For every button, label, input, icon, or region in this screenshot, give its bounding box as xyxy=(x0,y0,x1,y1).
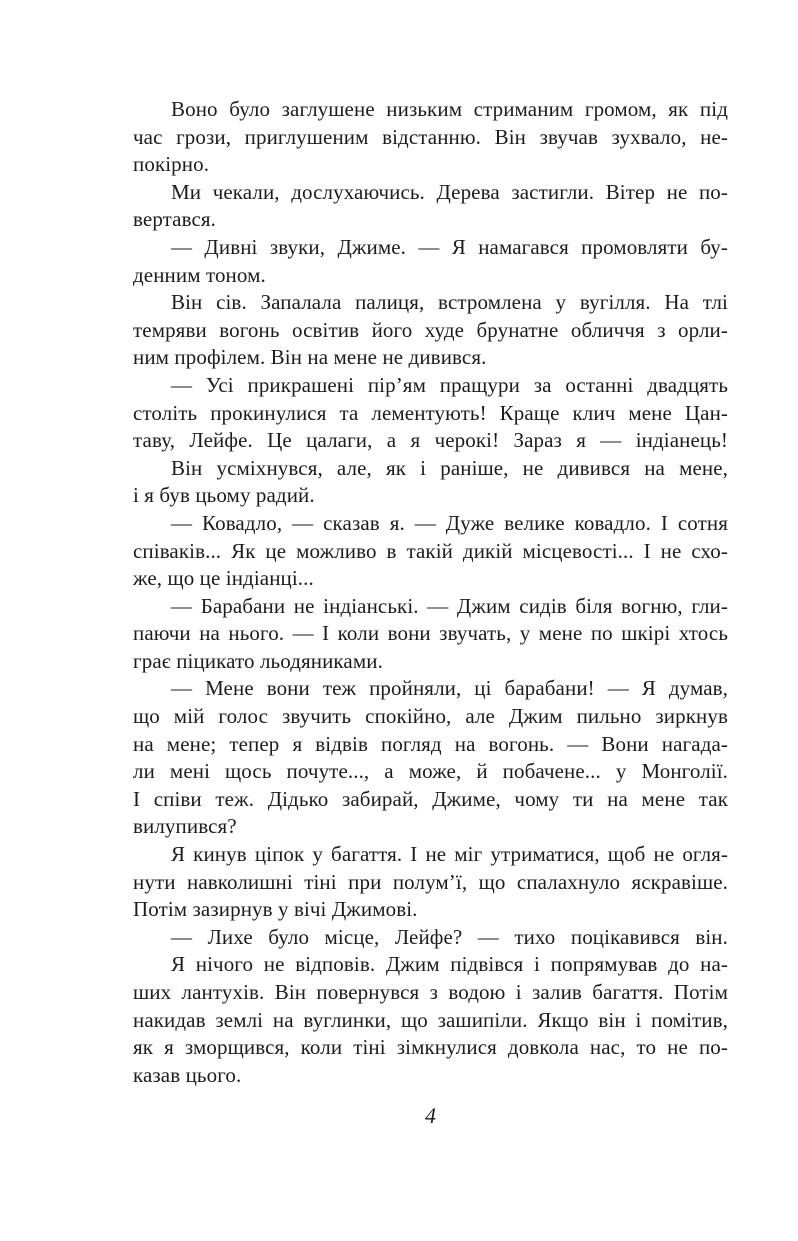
text-line: темряви вогонь освітив його худе брунатне обличчя з орли- xyxy=(133,317,728,342)
text-line: що мій голос звучить спокійно, але Джим пильно зиркнув xyxy=(133,704,728,729)
text-line: ших лантухів. Він повернувся з водою і залив багаття. Потім xyxy=(133,980,728,1004)
text-line: паючи на нього. — І коли вони звучать, у мене по шкірі хтось xyxy=(133,621,728,646)
paragraph xyxy=(133,96,728,179)
page-number: 4 xyxy=(425,1103,436,1128)
text-line: ли мені щось почуте..., а може, й побачене... у Монголії. xyxy=(133,759,728,784)
text-line: століть прокинулися та лементують! Краще клич мене Цан- xyxy=(133,400,728,425)
text-line: ним профілем. Він на мене не дивився. xyxy=(133,345,487,370)
paragraph xyxy=(133,593,728,676)
text-line: як я зморщився, коли тіні зімкнулися довкола нас, то не по- xyxy=(133,1035,728,1060)
text-line: — Ковадло, — сказав я. — Дуже велике ковадло. І сотня xyxy=(171,510,728,535)
text-line: Він усміхнувся, але, як і раніше, не дивився на мене, xyxy=(171,455,728,480)
text-line: Воно було заглушене низьким стриманим громом, як під xyxy=(171,97,728,121)
text-line: таву, Лейфе. Це цалаги, а я черокі! Зараз я — індіанець! xyxy=(133,428,728,453)
text-line: денним тоном. xyxy=(133,262,266,287)
text-line: нути навколишні тіні при полум’ї, що спалахнуло яскравіше. xyxy=(133,869,728,894)
text-line: співаків... Як це можливо в такій дикій місцевості... І не схо- xyxy=(133,538,728,563)
text-block xyxy=(133,96,728,1089)
text-line: казав цього. xyxy=(133,1062,242,1087)
text-line: Я нічого не відповів. Джим підвівся і попрямував до на- xyxy=(171,952,728,977)
text-line: Я кинув ціпок у багаття. І не міг утриматися, щоб не огля- xyxy=(171,842,728,867)
text-line: і я був цьому радий. xyxy=(133,483,315,508)
paragraph xyxy=(133,841,728,924)
text-line: — Дивні звуки, Джиме. — Я намагався промовляти бу- xyxy=(171,234,728,259)
text-line: — Мене вони теж пройняли, ці барабани! — Я думав, xyxy=(171,676,728,701)
text-line: грає піцикато льодяниками. xyxy=(133,648,383,673)
text-line: Ми чекали, дослухаючись. Дерева застигли. Вітер не по- xyxy=(171,179,728,204)
text-line: вилупився? xyxy=(133,814,237,839)
paragraph xyxy=(133,924,728,952)
text-line: Потім зазирнув у вічі Джимові. xyxy=(133,897,418,922)
paragraph xyxy=(133,951,728,1089)
text-line: вертався. xyxy=(133,207,217,232)
paragraph xyxy=(133,372,728,455)
paragraph xyxy=(133,455,728,510)
paragraph xyxy=(133,510,728,593)
text-line: покірно. xyxy=(133,152,210,177)
text-line: — Барабани не індіанські. — Джим сидів біля вогню, гли- xyxy=(171,593,728,618)
text-line: Він сів. Запалала палиця, встромлена у вугілля. На тлі xyxy=(171,290,728,315)
paragraph xyxy=(133,234,728,289)
text-line: — Усі прикрашені пір’ям пращури за останні двадцять xyxy=(171,372,728,397)
text-line: накидав землі на вуглинки, що зашипіли. Якщо він і помітив, xyxy=(133,1007,728,1032)
text-line: же, що це індіанці... xyxy=(133,566,314,591)
paragraph xyxy=(133,675,728,841)
paragraph xyxy=(133,289,728,372)
text-line: І співи теж. Дідько забирай, Джиме, чому ти на мене так xyxy=(133,786,728,811)
text-line: — Лихе було місце, Лейфе? — тихо поцікавився він. xyxy=(171,924,728,949)
paragraph xyxy=(133,179,728,234)
text-line: на мене; тепер я відвів погляд на вогонь. — Вони нагада- xyxy=(133,731,728,756)
text-line: час грози, приглушеним відстанню. Він звучав зухвало, не- xyxy=(133,124,728,149)
